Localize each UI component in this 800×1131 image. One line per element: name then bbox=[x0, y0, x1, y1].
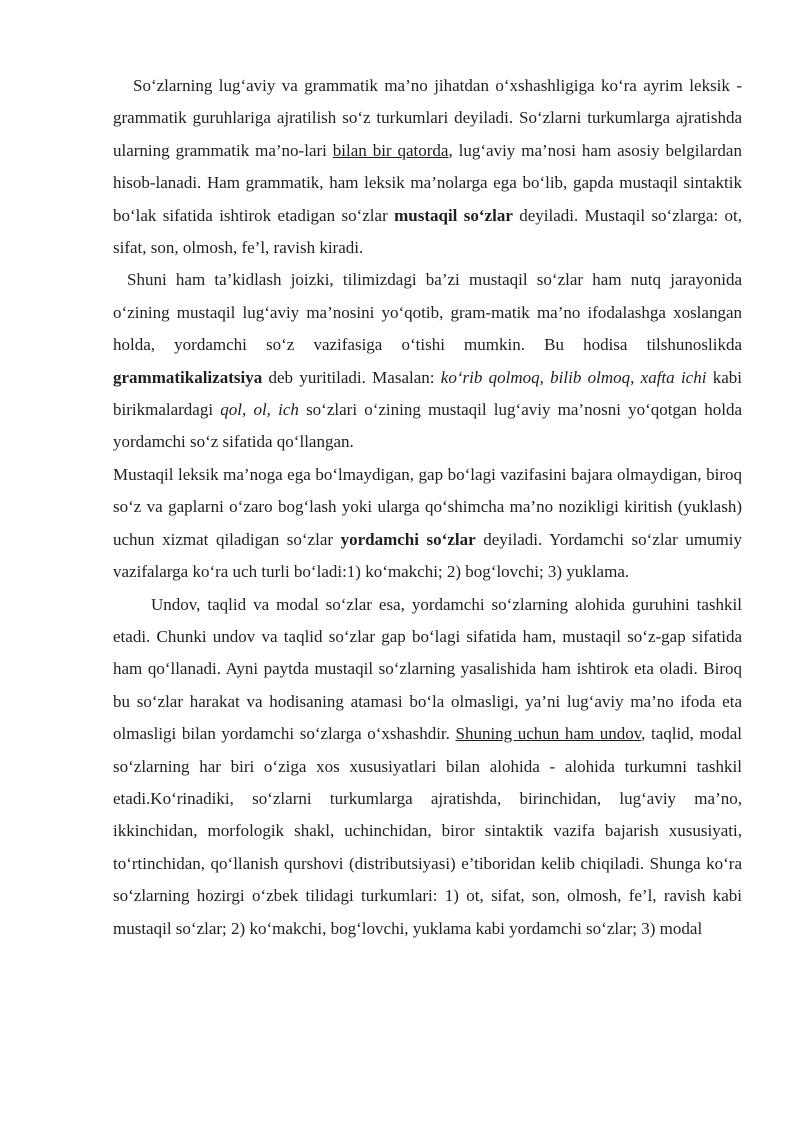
paragraph-text: Shuni ham ta’kidlash joizki, tilimizdagi ba’zi mustaqil so‘zlar ham nutq jarayonida o‘zining mustaqil lug‘aviy ma’nosini yo‘qotib, gram-matik ma’no ifodalashga xoslangan holda, yordamchi so‘z vazifasiga o‘tishi mumkin. Bu hodisa tilshunoslikda bbox=[113, 270, 742, 355]
bold-term: grammatikalizatsiya bbox=[113, 367, 263, 387]
bold-term: mustaqil so‘zlar bbox=[394, 205, 513, 225]
paragraph-text: , lug‘aviy ma’nosi ham asosiy belgilardan hisob-lanadi. Ham grammatik, ham leksik ma’nolarga ega bo‘lib, gapda mustaqil sintaktik bo‘lak sifatida ishtirok etadigan so‘zlar bbox=[113, 140, 742, 225]
paragraph-text: , taqlid, modal so‘zlarning har biri o‘ziga xos xususiyatlari bilan alohida - alohida turkumni tashkil etadi.Ko‘rinadiki, so‘zlarni turkumlarga ajratishda, birinchidan, lug‘aviy ma’no, ikkinchidan, morfologik shakl, uchinchidan, biror sintaktik vazifa bajarish xususiyati, to‘rtinchidan, qo‘llanish qurshovi (distributsiyasi) e’tiboridan kelib chiqiladi. Shunga ko‘ra so‘zlarning hozirgi o‘zbek tilidagi turkumlari: 1) ot, sifat, son, olmosh, fe’l, ravish kabi mustaqil so‘zlar; 2) ko‘makchi, bog‘lovchi, yuklama kabi yordamchi so‘zlar; 3) modal bbox=[113, 724, 743, 938]
italic-example: ko‘rib qolmoq, bilib olmoq, xafta ichi bbox=[440, 367, 707, 387]
paragraph-text: Mustaqil leksik ma’noga ega bo‘lmaydigan, gap bo‘lagi vazifasini bajara olmaydigan, biroq so‘z va gaplarni o‘zaro bog‘lash yoki ularga qo‘shimcha ma’no nozikligi kiritish (yuklash) uchun xizmat qiladigan so‘zlar bbox=[113, 464, 742, 549]
paragraph-interjections bbox=[113, 589, 742, 945]
paragraph-auxiliary-words bbox=[113, 459, 742, 589]
paragraph-text: So‘zlarning lug‘aviy va grammatik ma’no jihatdan o‘xshashligiga ko‘ra ayrim leksik - grammatik guruhlariga ajratilish so‘z turkumlari deyiladi. So‘zlarni turkumlarga ajratishda ularning grammatik ma’no-lari bbox=[113, 76, 742, 160]
paragraph-text: so‘zlari o‘zining mustaqil lug‘aviy ma’nosni yo‘qotgan holda yordamchi so‘z sifatida qo‘llangan. bbox=[113, 400, 742, 452]
underlined-phrase: Shuning uchun ham undov bbox=[455, 724, 642, 744]
paragraph-text: deyiladi. Mustaqil so‘zlarga: ot, sifat, son, olmosh, fe’l, ravish kiradi. bbox=[113, 205, 742, 258]
paragraph-word-classes bbox=[113, 70, 742, 264]
paragraph-text: deyiladi. Yordamchi so‘zlar umumiy vazifalarga ko‘ra uch turli bo‘ladi:1) ko‘makchi; 2) bog‘lovchi; 3) yuklama. bbox=[113, 529, 742, 582]
italic-example: ol, ich bbox=[253, 400, 299, 420]
underlined-phrase: bilan bir qatorda bbox=[332, 140, 449, 160]
bold-term: yordamchi so‘zlar bbox=[340, 529, 476, 549]
paragraph-text: , bbox=[242, 400, 254, 420]
italic-example: qol bbox=[220, 400, 242, 420]
paragraph-grammaticalization bbox=[113, 264, 742, 458]
document-page bbox=[113, 70, 742, 945]
paragraph-text: kabi birikmalardagi bbox=[113, 367, 742, 420]
paragraph-text: Undov, taqlid va modal so‘zlar esa, yordamchi so‘zlarning alohida guruhini tashkil etadi. Chunki undov va taqlid so‘zlar gap bo‘lagi sifatida ham, mustaqil so‘z-gap sifatida ham qo‘llanadi. Ayni paytda mustaqil so‘zlarning yasalishida ham ishtirok eta oladi. Biroq bu so‘zlar harakat va hodisaning atamasi bo‘la olmasligi, ya’ni lug‘aviy ma’no ifoda eta olmasligi bilan yordamchi so‘zlarga o‘xshashdir. bbox=[113, 594, 742, 744]
paragraph-text: deb yuritiladi. Masalan: bbox=[262, 367, 441, 387]
